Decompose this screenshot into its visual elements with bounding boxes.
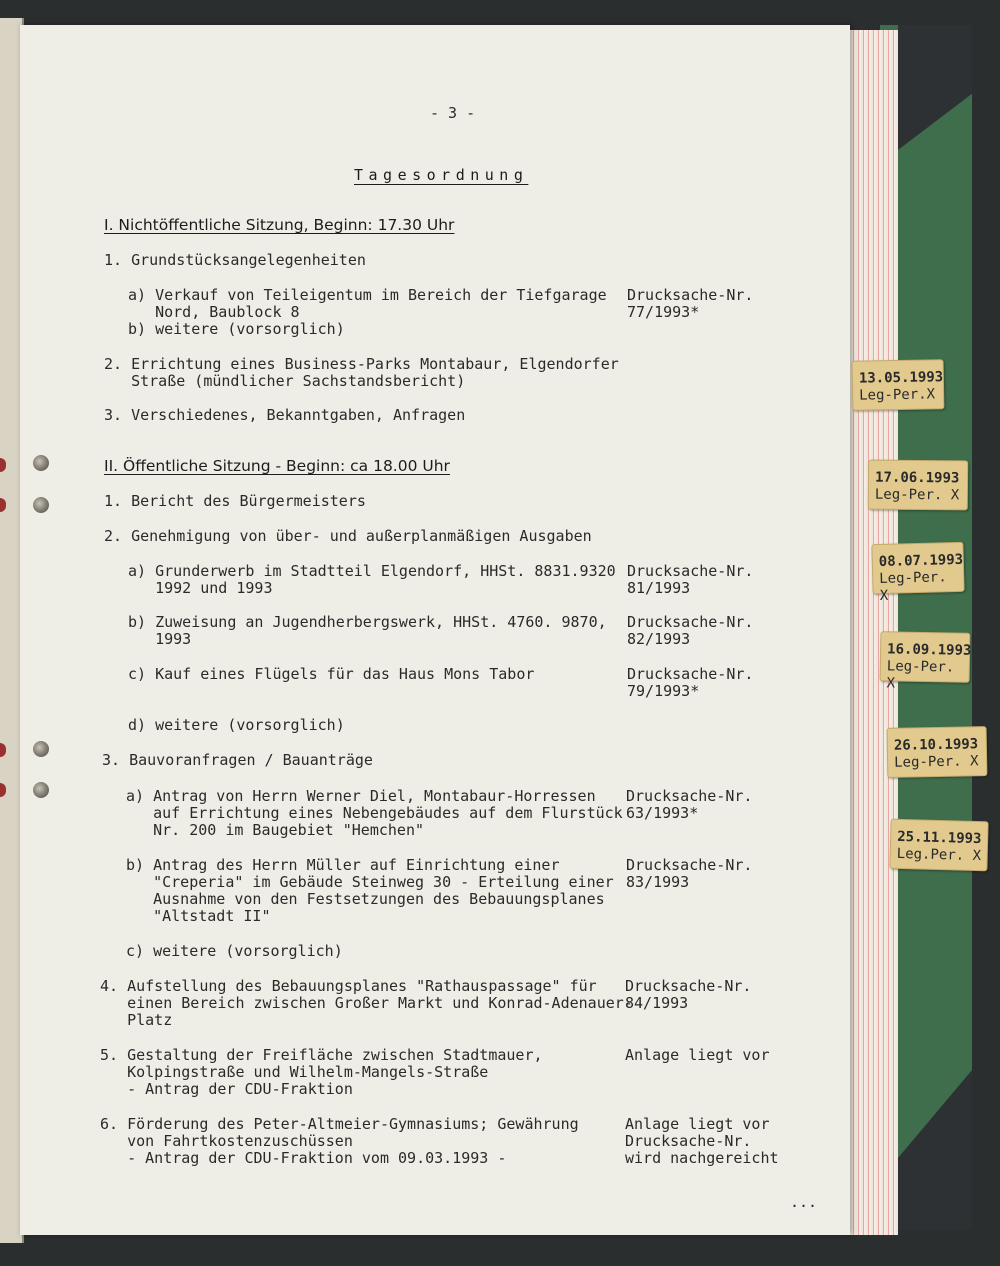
margin-mark [0, 783, 6, 797]
index-tab-label: Leg.Per. X [896, 845, 982, 865]
agenda-subitem: d) weitere (vorsorglich) [128, 716, 345, 734]
section-heading-public: II. Öffentliche Sitzung - Beginn: ca 18.00 Uhr [104, 457, 450, 475]
page-number: - 3 - [430, 104, 476, 122]
agenda-item: 6. Förderung des Peter-Altmeier-Gymnasiums; Gewährung von Fahrtkostenzuschüssen - Antrag der CDU-Fraktion vom 09.03.1993 - [100, 1115, 579, 1167]
document-reference: Drucksache-Nr. 83/1993 [626, 856, 753, 891]
document-reference: Anlage liegt vor Drucksache-Nr. wird nachgereicht [625, 1115, 779, 1167]
document-reference: Drucksache-Nr. 77/1993* [627, 286, 754, 321]
agenda-item: 3. Verschiedenes, Bekanntgaben, Anfragen [104, 406, 466, 424]
index-tab[interactable] [887, 726, 988, 778]
index-tab[interactable] [868, 460, 968, 511]
agenda-subitem: b) Zuweisung an Jugendherbergswerk, HHSt. 4760. 9870, 1993 [128, 613, 607, 648]
punch-hole [33, 497, 49, 513]
document-reference: Drucksache-Nr. 79/1993* [627, 665, 754, 700]
index-tab-date: 13.05.1993 [858, 369, 944, 387]
document-reference: Drucksache-Nr. 81/1993 [627, 562, 754, 597]
index-tab-label: Leg-Per. X [879, 569, 947, 605]
agenda-subitem: a) Grunderwerb im Stadtteil Elgendorf, HHSt. 8831.9320 1992 und 1993 [128, 562, 616, 597]
continuation-marker: ... [790, 1193, 818, 1211]
index-tab-label: Leg-Per. X [894, 753, 979, 771]
punch-hole [33, 455, 49, 471]
agenda-subitem: a) Antrag von Herrn Werner Diel, Montabaur-Horressen auf Errichtung eines Nebengebäudes auf dem Flurstück Nr. 200 im Baugebiet "Hemchen" [126, 787, 623, 839]
index-tab-date: 17.06.1993 [874, 469, 960, 487]
agenda-item: 5. Gestaltung der Freifläche zwischen Stadtmauer, Kolpingstraße und Wilhelm-Mangels-Straße - Antrag der CDU-Fraktion [100, 1046, 543, 1098]
index-tab-date: 26.10.1993 [893, 736, 979, 754]
index-tab-date: 08.07.1993 [878, 551, 964, 571]
punch-hole [33, 782, 49, 798]
index-tab[interactable] [889, 819, 988, 872]
section-heading-private: I. Nichtöffentliche Sitzung, Beginn: 17.30 Uhr [104, 216, 455, 234]
document-reference: Drucksache-Nr. 84/1993 [625, 977, 752, 1012]
agenda-subitem: a) Verkauf von Teileigentum im Bereich der Tiefgarage Nord, Baublock 8 [128, 286, 607, 321]
margin-mark [0, 498, 6, 512]
document-page [20, 25, 850, 1235]
index-tab[interactable] [880, 631, 972, 692]
index-tab-date: 16.09.1993 [886, 641, 972, 659]
document-reference: Drucksache-Nr. 63/1993* [626, 787, 753, 822]
index-tab-label: Leg-Per. X [886, 658, 955, 692]
punch-hole [33, 741, 49, 757]
document-reference: Drucksache-Nr. 82/1993 [627, 613, 754, 648]
index-tab-label: Leg-Per.X [859, 386, 936, 404]
index-tab-date: 25.11.1993 [896, 828, 982, 848]
agenda-item: 1. Grundstücksangelegenheiten [104, 251, 366, 269]
margin-mark [0, 743, 6, 757]
agenda-item: 2. Genehmigung von über- und außerplanmäßigen Ausgaben [104, 527, 592, 545]
agenda-item: 3. Bauvoranfragen / Bauanträge [102, 751, 373, 769]
document-reference: Anlage liegt vor [625, 1046, 770, 1064]
agenda-subitem: c) Kauf eines Flügels für das Haus Mons Tabor [128, 665, 535, 683]
agenda-subitem: b) Antrag des Herrn Müller auf Einrichtung einer "Creperia" im Gebäude Steinweg 30 - Erteilung einer Ausnahme von den Festsetzungen des Bebauungsplanes "Altstadt II" [126, 856, 614, 925]
index-tab[interactable] [871, 542, 964, 605]
agenda-item: 4. Aufstellung des Bebauungsplanes "Rathauspassage" für einen Bereich zwischen Großer Markt und Konrad-Adenauer- Platz [100, 977, 633, 1029]
index-tab[interactable] [852, 359, 945, 411]
page-title: Tagesordnung [354, 166, 529, 184]
agenda-subitem: c) weitere (vorsorglich) [126, 942, 343, 960]
agenda-subitem: b) weitere (vorsorglich) [128, 320, 345, 338]
agenda-item: 1. Bericht des Bürgermeisters [104, 492, 366, 510]
index-tab-label: Leg-Per. X [874, 486, 960, 504]
agenda-item: 2. Errichtung eines Business-Parks Montabaur, Elgendorfer Straße (mündlicher Sachstandsbericht) [104, 355, 619, 390]
margin-mark [0, 458, 6, 472]
